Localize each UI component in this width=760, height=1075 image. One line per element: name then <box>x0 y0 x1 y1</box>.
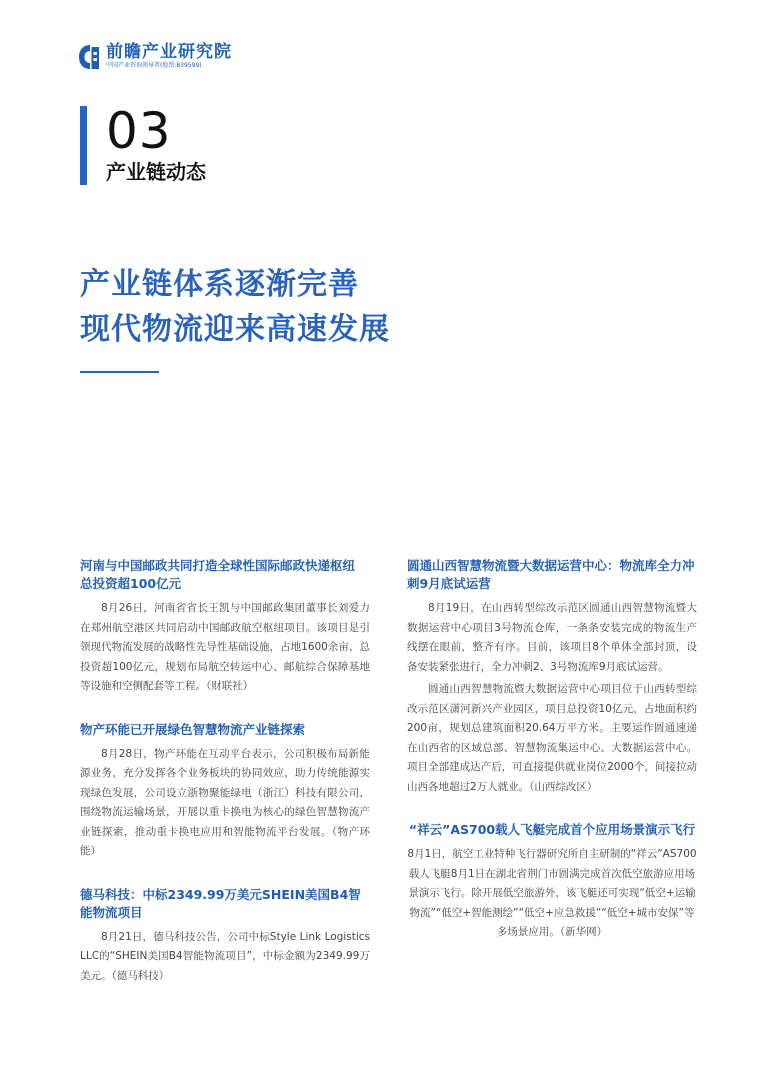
news-title: 圆通山西智慧物流暨大数据运营中心：物流库全力冲刺9月底试运营 <box>407 558 695 591</box>
news-title: “祥云”AS700载人飞艇完成首个应用场景演示飞行 <box>408 822 696 837</box>
news-title: 德马科技：中标2349.99万美元SHEIN美国B4智能物流项目 <box>80 886 361 920</box>
section-number: 03 <box>106 102 172 160</box>
page-headline <box>80 262 390 352</box>
brand-mark-icon <box>78 44 102 70</box>
news-column-left <box>80 557 370 986</box>
news-column-right <box>407 557 697 943</box>
news-body: 圆通山西智慧物流暨大数据运营中心项目位于山西转型综改示范区潇河新兴产业园区，项目总投资10亿元，占地面积约200亩，规划总建筑面积20.64万平方米。主要运作圆通速递在山西省的区域总部、智慧物流集运中心、大数据运营中心。项目全部建成达产后，可直接提供就业岗位2000个，间接拉动山西各地超过2万人就业。（山西综改区） <box>407 683 697 793</box>
headline-line-2: 现代物流迎来高速发展 <box>80 312 390 347</box>
news-title: 物产环能已开展绿色智慧物流产业链探索 <box>80 721 306 737</box>
news-body: 8月1日，航空工业特种飞行器研究所自主研制的“祥云”AS700载人飞艇8月1日在湖北省荆门市圆满完成首次低空旅游应用场景演示飞行。除开展低空旅游外，该飞艇还可实现“低空+运输物流”“低空+智能测绘”“低空+应急救援”“低空+城市安保”等多场景应用。（新华网） <box>407 848 697 938</box>
news-item-xiangyun-airship <box>407 821 697 943</box>
news-body: 8月21日，德马科技公告，公司中标Style Link Logistics LLC的“SHEIN美国B4智能物流项目”，中标金额为2349.99万美元。（德马科技） <box>80 930 370 982</box>
brand-logo <box>78 43 232 70</box>
news-body: 8月26日，河南省省长王凯与中国邮政集团董事长刘爱力在郑州航空港区共同启动中国邮政航空枢纽项目。该项目是引领现代物流发展的战略性先导性基础设施，占地1600余亩，总投资超100亿元，规划布局航空转运中心、邮航综合保障基地等设施和空侧配套等工程。（财联社） <box>80 602 370 692</box>
headline-line-1: 产业链体系逐渐完善 <box>80 267 359 302</box>
news-title: 河南与中国邮政共同打造全球性国际邮政快递枢纽 总投资超100亿元 <box>80 558 356 591</box>
brand-tagline: 中国产业咨询领导者(股票:839599) <box>106 62 202 69</box>
news-item-yto-shanxi <box>407 557 697 797</box>
news-item-henan-postal <box>80 557 370 697</box>
section-title: 产业链动态 <box>106 160 206 184</box>
section-accent-bar <box>80 106 87 185</box>
news-item-wuchan-energy <box>80 721 370 862</box>
news-body: 8月28日，物产环能在互动平台表示，公司积极布局新能源业务，充分发挥各个业务板块的协同效应，助力传统能源实现绿色发展，公司设立浙物聚能绿电（浙江）科技有限公司，围绕物流运输场景，开展以重卡换电为核心的绿色智慧物流产业链探索，推动重卡换电应用和智能物流平台发展。（物产环能） <box>80 747 370 857</box>
news-body: 8月19日，在山西转型综改示范区圆通山西智慧物流暨大数据运营中心项目3号物流仓库，一条条安装完成的物流生产线摆在眼前，整齐有序。目前，该项目8个单体全部封顶，设备安装紧张进行，全力冲刺2、3号物流库9月底试运营。 <box>407 602 697 673</box>
headline-divider <box>80 371 159 373</box>
brand-name: 前瞻产业研究院 <box>106 42 232 62</box>
news-item-dema-tech <box>80 886 370 987</box>
